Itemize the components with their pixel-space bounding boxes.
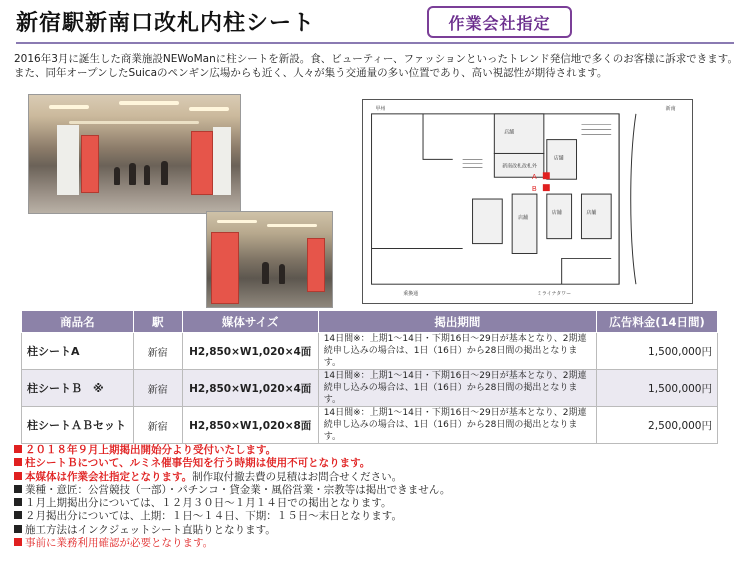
col-header-name: 商品名 [22, 311, 134, 333]
note-item: 業種・意匠：公営競技（一部）・パチンコ・貸金業・風俗営業・宗教等は掲出できません。 [14, 484, 742, 497]
note-item: 事前に業務利用確認が必要となります。 [14, 537, 742, 550]
svg-text:ミライナタワー: ミライナタワー [536, 292, 572, 298]
product-name: 柱シートＢ ※ [22, 370, 134, 407]
ad-price: 2,500,000円 [597, 407, 718, 444]
station: 新宿 [133, 370, 182, 407]
table-row [22, 370, 718, 407]
bullet-square-icon [14, 511, 22, 519]
media-table [21, 310, 718, 444]
col-header-period: 掲出期間 [318, 311, 596, 333]
station: 新宿 [133, 407, 182, 444]
bullet-square-icon [14, 498, 22, 506]
title-divider [16, 42, 734, 44]
posting-period: 14日間※：上期1～14日・下期16日～29日が基本となり、2期連続申し込みの場合は、1日（16日）から28日間の掲出となります。 [318, 370, 596, 407]
svg-text:新南: 新南 [665, 106, 676, 112]
red-pillar-sheet [191, 131, 213, 195]
table-row [22, 407, 718, 444]
product-name: 柱シートA [22, 333, 134, 370]
svg-text:店舗: 店舗 [551, 210, 562, 216]
note-item: ２０１８年９月上期掲出開始分より受付いたします。 [14, 444, 742, 457]
note-item: 柱シートＢについて、ルミネ催事告知を行う時期は使用不可となります。 [14, 457, 742, 470]
col-header-size: 媒体サイズ [182, 311, 318, 333]
notes-list [14, 444, 742, 550]
concourse-photo [28, 94, 241, 214]
product-name: 柱シートＡＢセット [22, 407, 134, 444]
floor-map [362, 99, 693, 304]
note-item: １月上期掲出分については、１２月３０日～１月１４日での掲出となります。 [14, 497, 742, 510]
red-pillar-sheet [81, 135, 99, 193]
svg-text:店舗: 店舗 [586, 210, 597, 216]
ad-price: 1,500,000円 [597, 370, 718, 407]
intro-text: 2016年3月に誕生した商業施設NEWoManに柱シートを新設。食、ビューティー、ファッションといったトレンド発信地で多くのお客様に訴求できます。また、同年オープンしたSuicaのペンギン広場からも近く、人々が集う交通量の多い位置であり、高い視認性が期待されます。 [14, 53, 738, 79]
media-size: H2,850×W1,020×4面 [182, 370, 318, 407]
pillar-closeup-photo [206, 211, 333, 308]
bullet-square-icon [14, 538, 22, 546]
contractor-badge: 作業会社指定 [427, 6, 572, 38]
bullet-square-icon [14, 445, 22, 453]
note-item: 本媒体は作業会社指定となります。制作取付撤去費の見積はお問合せください。 [14, 471, 742, 484]
media-size: H2,850×W1,020×4面 [182, 333, 318, 370]
svg-text:B: B [531, 186, 537, 194]
red-pillar-sheet [211, 232, 239, 304]
note-item: 施工方法はインクジェットシート直貼りとなります。 [14, 524, 742, 537]
svg-text:店舗: 店舗 [553, 156, 564, 162]
svg-text:店舗: 店舗 [518, 215, 528, 221]
svg-text:A: A [531, 174, 537, 182]
bullet-square-icon [14, 525, 22, 533]
col-header-station: 駅 [133, 311, 182, 333]
bullet-square-icon [14, 472, 22, 480]
col-header-price: 広告料金(14日間) [597, 311, 718, 333]
posting-period: 14日間※：上期1～14日・下期16日～29日が基本となり、2期連続申し込みの場合は、1日（16日）から28日間の掲出となります。 [318, 407, 596, 444]
media-size: H2,850×W1,020×8面 [182, 407, 318, 444]
bullet-square-icon [14, 485, 22, 493]
posting-period: 14日間※：上期1～14日・下期16日～29日が基本となり、2期連続申し込みの場合は、1日（16日）から28日間の掲出となります。 [318, 333, 596, 370]
page-title: 新宿駅新南口改札内柱シート [16, 11, 316, 36]
red-pillar-sheet [307, 238, 325, 292]
bullet-square-icon [14, 458, 22, 466]
svg-text:乗換通: 乗換通 [403, 292, 419, 298]
table-row [22, 333, 718, 370]
svg-text:店舗: 店舗 [504, 130, 515, 136]
ad-price: 1,500,000円 [597, 333, 718, 370]
svg-text:甲州: 甲州 [375, 106, 386, 112]
note-item: ２月掲出分については、上期：１日～１４日、下期：１５日～末日となります。 [14, 510, 742, 523]
svg-text:新南改札改札外: 新南改札改札外 [502, 164, 537, 170]
station: 新宿 [133, 333, 182, 370]
